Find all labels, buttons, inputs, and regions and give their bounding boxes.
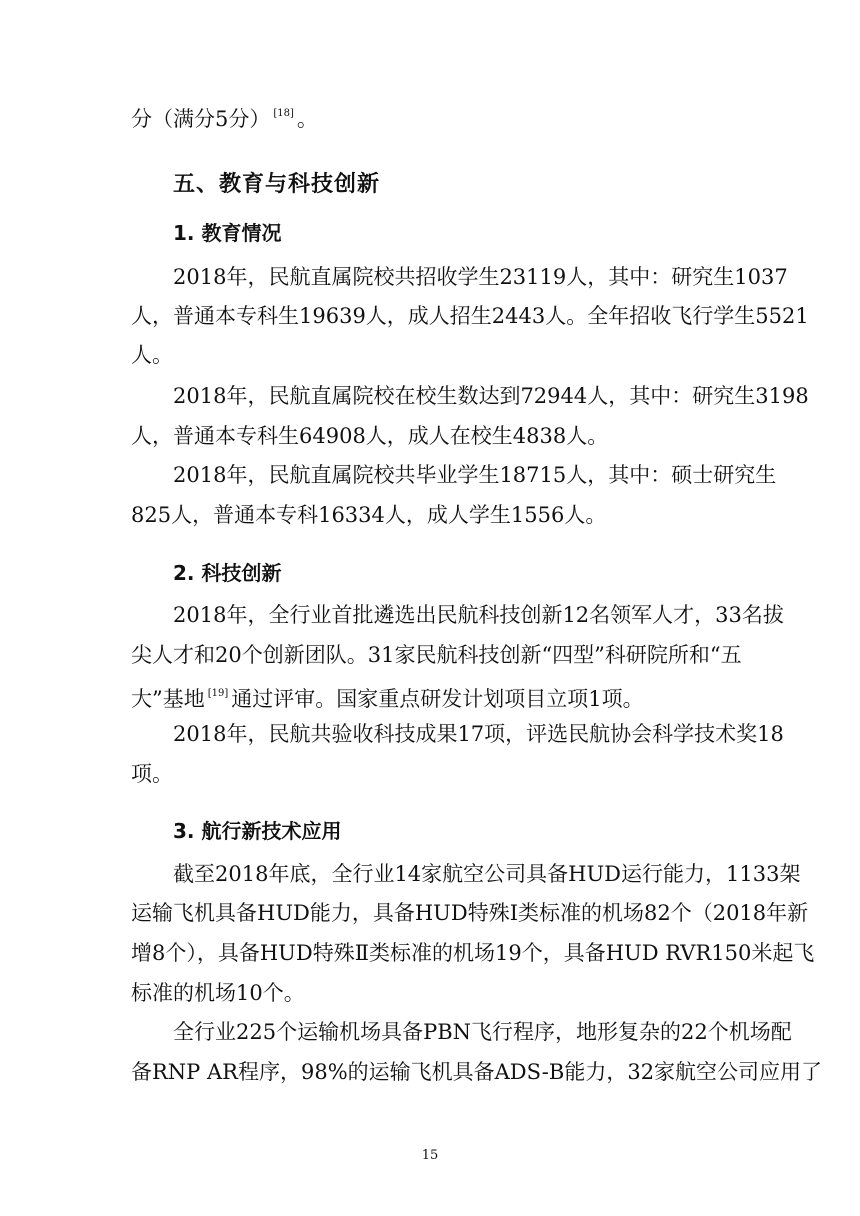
paragraph-line: 人，普通本专科生19639人，成人招生2443人。全年招收飞行学生5521 xyxy=(131,304,809,328)
intro-text: 分（满分5分） xyxy=(131,107,271,131)
page-number: 15 xyxy=(421,1148,439,1163)
paragraph-line: 2018年，民航直属院校在校生数达到72944人，其中：研究生3198 xyxy=(173,384,809,408)
subsection-heading-education: 1. 教育情况 xyxy=(173,221,282,245)
paragraph-line: 增8个），具备HUD特殊Ⅱ类标准的机场19个，具备HUD RVR150米起飞 xyxy=(131,941,815,965)
paragraph-line: 备RNP AR程序，98%的运输飞机具备ADS-B能力，32家航空公司应用了 xyxy=(131,1060,823,1084)
subsection-heading-innovation: 2. 科技创新 xyxy=(173,561,282,585)
section-heading-5: 五、教育与科技创新 xyxy=(173,172,381,197)
paragraph-line: 标准的机场10个。 xyxy=(131,981,305,1005)
subsection-heading-navigation-tech: 3. 航行新技术应用 xyxy=(173,819,342,843)
paragraph-line: 2018年，民航共验收科技成果17项，评选民航协会科学技术奖18 xyxy=(173,722,784,746)
paragraph-line xyxy=(131,680,731,713)
paragraph-line: 运输飞机具备HUD能力，具备HUD特殊Ⅰ类标准的机场82个（2018年新 xyxy=(131,901,809,925)
paragraph-line: 人，普通本专科生64908人，成人在校生4838人。 xyxy=(131,424,609,448)
paragraph-line: 人。 xyxy=(131,343,173,367)
paragraph-line: 2018年，民航直属院校共招收学生23119人，其中：研究生1037 xyxy=(173,265,788,289)
footnote-ref-18[interactable]: [18] xyxy=(273,108,294,119)
intro-line xyxy=(131,100,731,133)
paragraph-line: 尖人才和20个创新团队。31家民航科技创新“四型”科研院所和“五 xyxy=(131,643,742,667)
paragraph-line: 2018年，全行业首批遴选出民航科技创新12名领军人才，33名拔 xyxy=(173,603,784,627)
paragraph-line: 2018年，民航直属院校共毕业学生18715人，其中：硕士研究生 xyxy=(173,463,777,487)
paragraph-text: 大”基地 xyxy=(131,687,205,711)
paragraph-line: 全行业225个运输机场具备PBN飞行程序，地形复杂的22个机场配 xyxy=(173,1020,792,1044)
paragraph-line: 825人，普通本专科16334人，成人学生1556人。 xyxy=(131,503,607,527)
footnote-ref-19[interactable]: [19] xyxy=(207,688,229,699)
paragraph-text: 通过评审。国家重点研发计划项目立项1项。 xyxy=(231,687,644,711)
paragraph-line: 项。 xyxy=(131,762,173,786)
intro-punct: 。 xyxy=(296,107,318,131)
paragraph-line: 截至2018年底，全行业14家航空公司具备HUD运行能力，1133架 xyxy=(173,862,801,886)
